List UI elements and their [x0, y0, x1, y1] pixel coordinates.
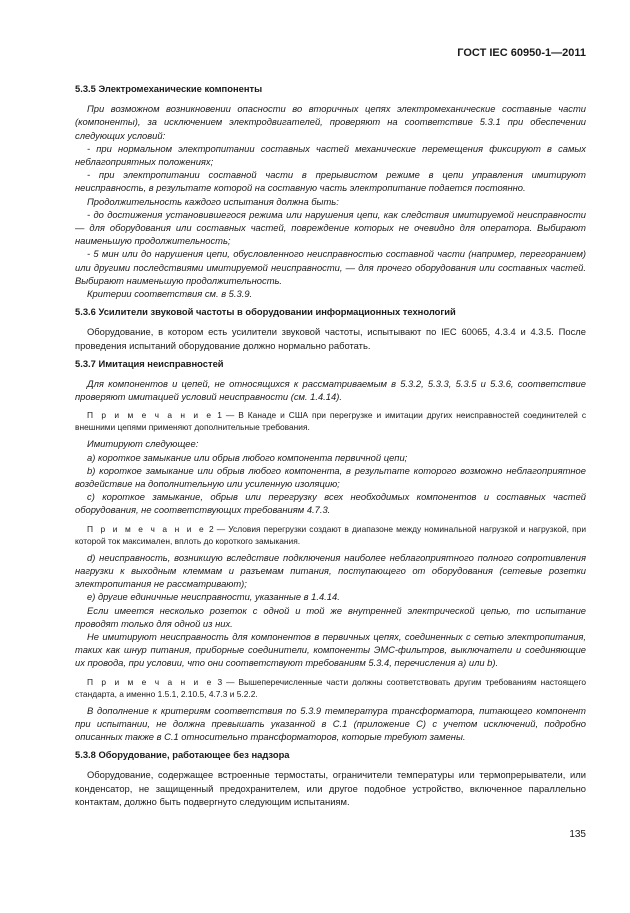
note-3: [75, 676, 586, 700]
paragraph: В дополнение к критериям соответствия по 5.3.9 температура трансформатора, питающего компонент при испытании, не должна превышать указанной в С.1 (приложение С) с учетом исключений, подробно описанных также в С.1 относительно трансформаторов, которые требуют замены.: [75, 704, 586, 742]
note-2: [75, 523, 586, 547]
note-label: П р и м е ч а н и е: [87, 676, 214, 687]
note-text: 2 — Условия перегрузки создают в диапазоне между номинальной нагрузкой и нагрузкой, при которой ток максимален, вплоть до короткого замыкания.: [75, 523, 587, 546]
list-item: d) неисправность, возникшую вследствие подключения наиболее неблагоприятного полного сопротивления нагрузки к выходным клеммам и разъемам питания, поступающего от оборудования (сетевые розетки электропитания не рассматривают);: [75, 551, 586, 590]
list-item: е) другие единичные неисправности, указанные в 1.4.14.: [87, 591, 340, 603]
list-item: b) короткое замыкание или обрыв любого компонента, в результате которого возможно неблагоприятное воздействие на дополнительную или усиленную изоляцию;: [75, 464, 586, 490]
note-label: П р и м е ч а н и е: [87, 523, 206, 534]
list-item: а) короткое замыкание или обрыв любого компонента первичной цепи;: [87, 451, 408, 463]
section-535-heading: 5.3.5 Электромеханические компоненты: [75, 83, 263, 94]
paragraph: Не имитируют неисправность для компонентов в первичных цепях, соединенных с сетью электропитания, таких как шнур питания, приборные соединители, компоненты ЭМС-фильтров, выключатели и соединяющие их провода, при условии, что они соответствуют требованиям 5.3.4, перечисления а) или b).: [75, 630, 586, 669]
note-text: 1 — В Канаде и США при перегрузке и имитации других неисправностей соединителей с внешними цепями применяют дополнительные требования.: [75, 410, 587, 433]
list-item: с) короткое замыкание, обрыв или перегрузку всех необходимых компонентов и составных частей оборудования, не соответствующих требованиям 4.7.3.: [75, 491, 586, 516]
paragraph: - при электропитании составной части в прерывистом режиме в цепи управления имитируют неисправность, в результате которой на составную часть электропитание подается постоянно.: [75, 169, 586, 194]
document-body: [75, 80, 586, 808]
paragraph: Оборудование, содержащее встроенные термостаты, ограничители температуры или термопрерыватели, или конденсатор, не защищенный предохранителем, или другое подобное устройство, включенное параллельно контактам, должно быть подвергнуто следующим испытаниям.: [75, 769, 586, 807]
paragraph: При возможном возникновении опасности во вторичных цепях электромеханические составные части (компоненты), за исключением электродвигателей, проверяют на соответствие 5.3.1 при обеспечении следующих условий:: [75, 103, 586, 141]
section-537-heading: 5.3.7 Имитация неисправностей: [75, 357, 224, 369]
document-code: ГОСТ IEC 60950-1—2011: [457, 47, 586, 59]
paragraph: Критерии соответствия см. в 5.3.9.: [87, 288, 253, 300]
paragraph: - при нормальном электропитании составных частей механические перемещения фиксируют в самых неблагоприятных положениях;: [75, 142, 586, 168]
section-538-heading: 5.3.8 Оборудование, работающее без надзора: [75, 749, 290, 761]
paragraph: Для компонентов и цепей, не относящихся к рассматриваемым в 5.3.2, 5.3.3, 5.3.5 и 5.3.6, соответствие проверяют имитацией условий неисправности (см. 1.4.14).: [75, 378, 586, 403]
note-label: П р и м е ч а н и е: [87, 410, 214, 421]
note-1: [75, 409, 586, 433]
section-536-heading: 5.3.6 Усилители звуковой частоты в оборудовании информационных технологий: [75, 306, 456, 318]
paragraph: - 5 мин или до нарушения цепи, обусловленного неисправностью составной части (например, перегоранием) или другими последствиями имитируемой неисправности, — для прочего оборудования или составных частей. Выбирают наименьшую продолжительность.: [75, 248, 586, 286]
paragraph: Продолжительность каждого испытания должна быть:: [87, 195, 339, 207]
paragraph: - до достижения установившегося режима или нарушения цепи, как следствия имитируемой неисправности — для оборудования или составных частей, повреждение которых не очевидно для оператора. Выбирают наименьшую продолжительность;: [75, 208, 586, 247]
page-number: 135: [569, 829, 586, 840]
note-text: 3 — Вышеперечисленные части должны соответствовать другим требованиям настоящего стандарта, а именно 1.5.1, 2.10.5, 4.7.3 и 5.2.2.: [75, 676, 586, 699]
paragraph: Если имеется несколько розеток с одной и той же внутренней электрической цепью, то испытание проводят только для одной из них.: [75, 604, 586, 629]
paragraph: Имитируют следующее:: [87, 438, 199, 450]
paragraph: Оборудование, в котором есть усилители звуковой частоты, испытывают по IEC 60065, 4.3.4 и 4.3.5. После проведения испытаний оборудование должно нормально работать.: [75, 326, 586, 351]
